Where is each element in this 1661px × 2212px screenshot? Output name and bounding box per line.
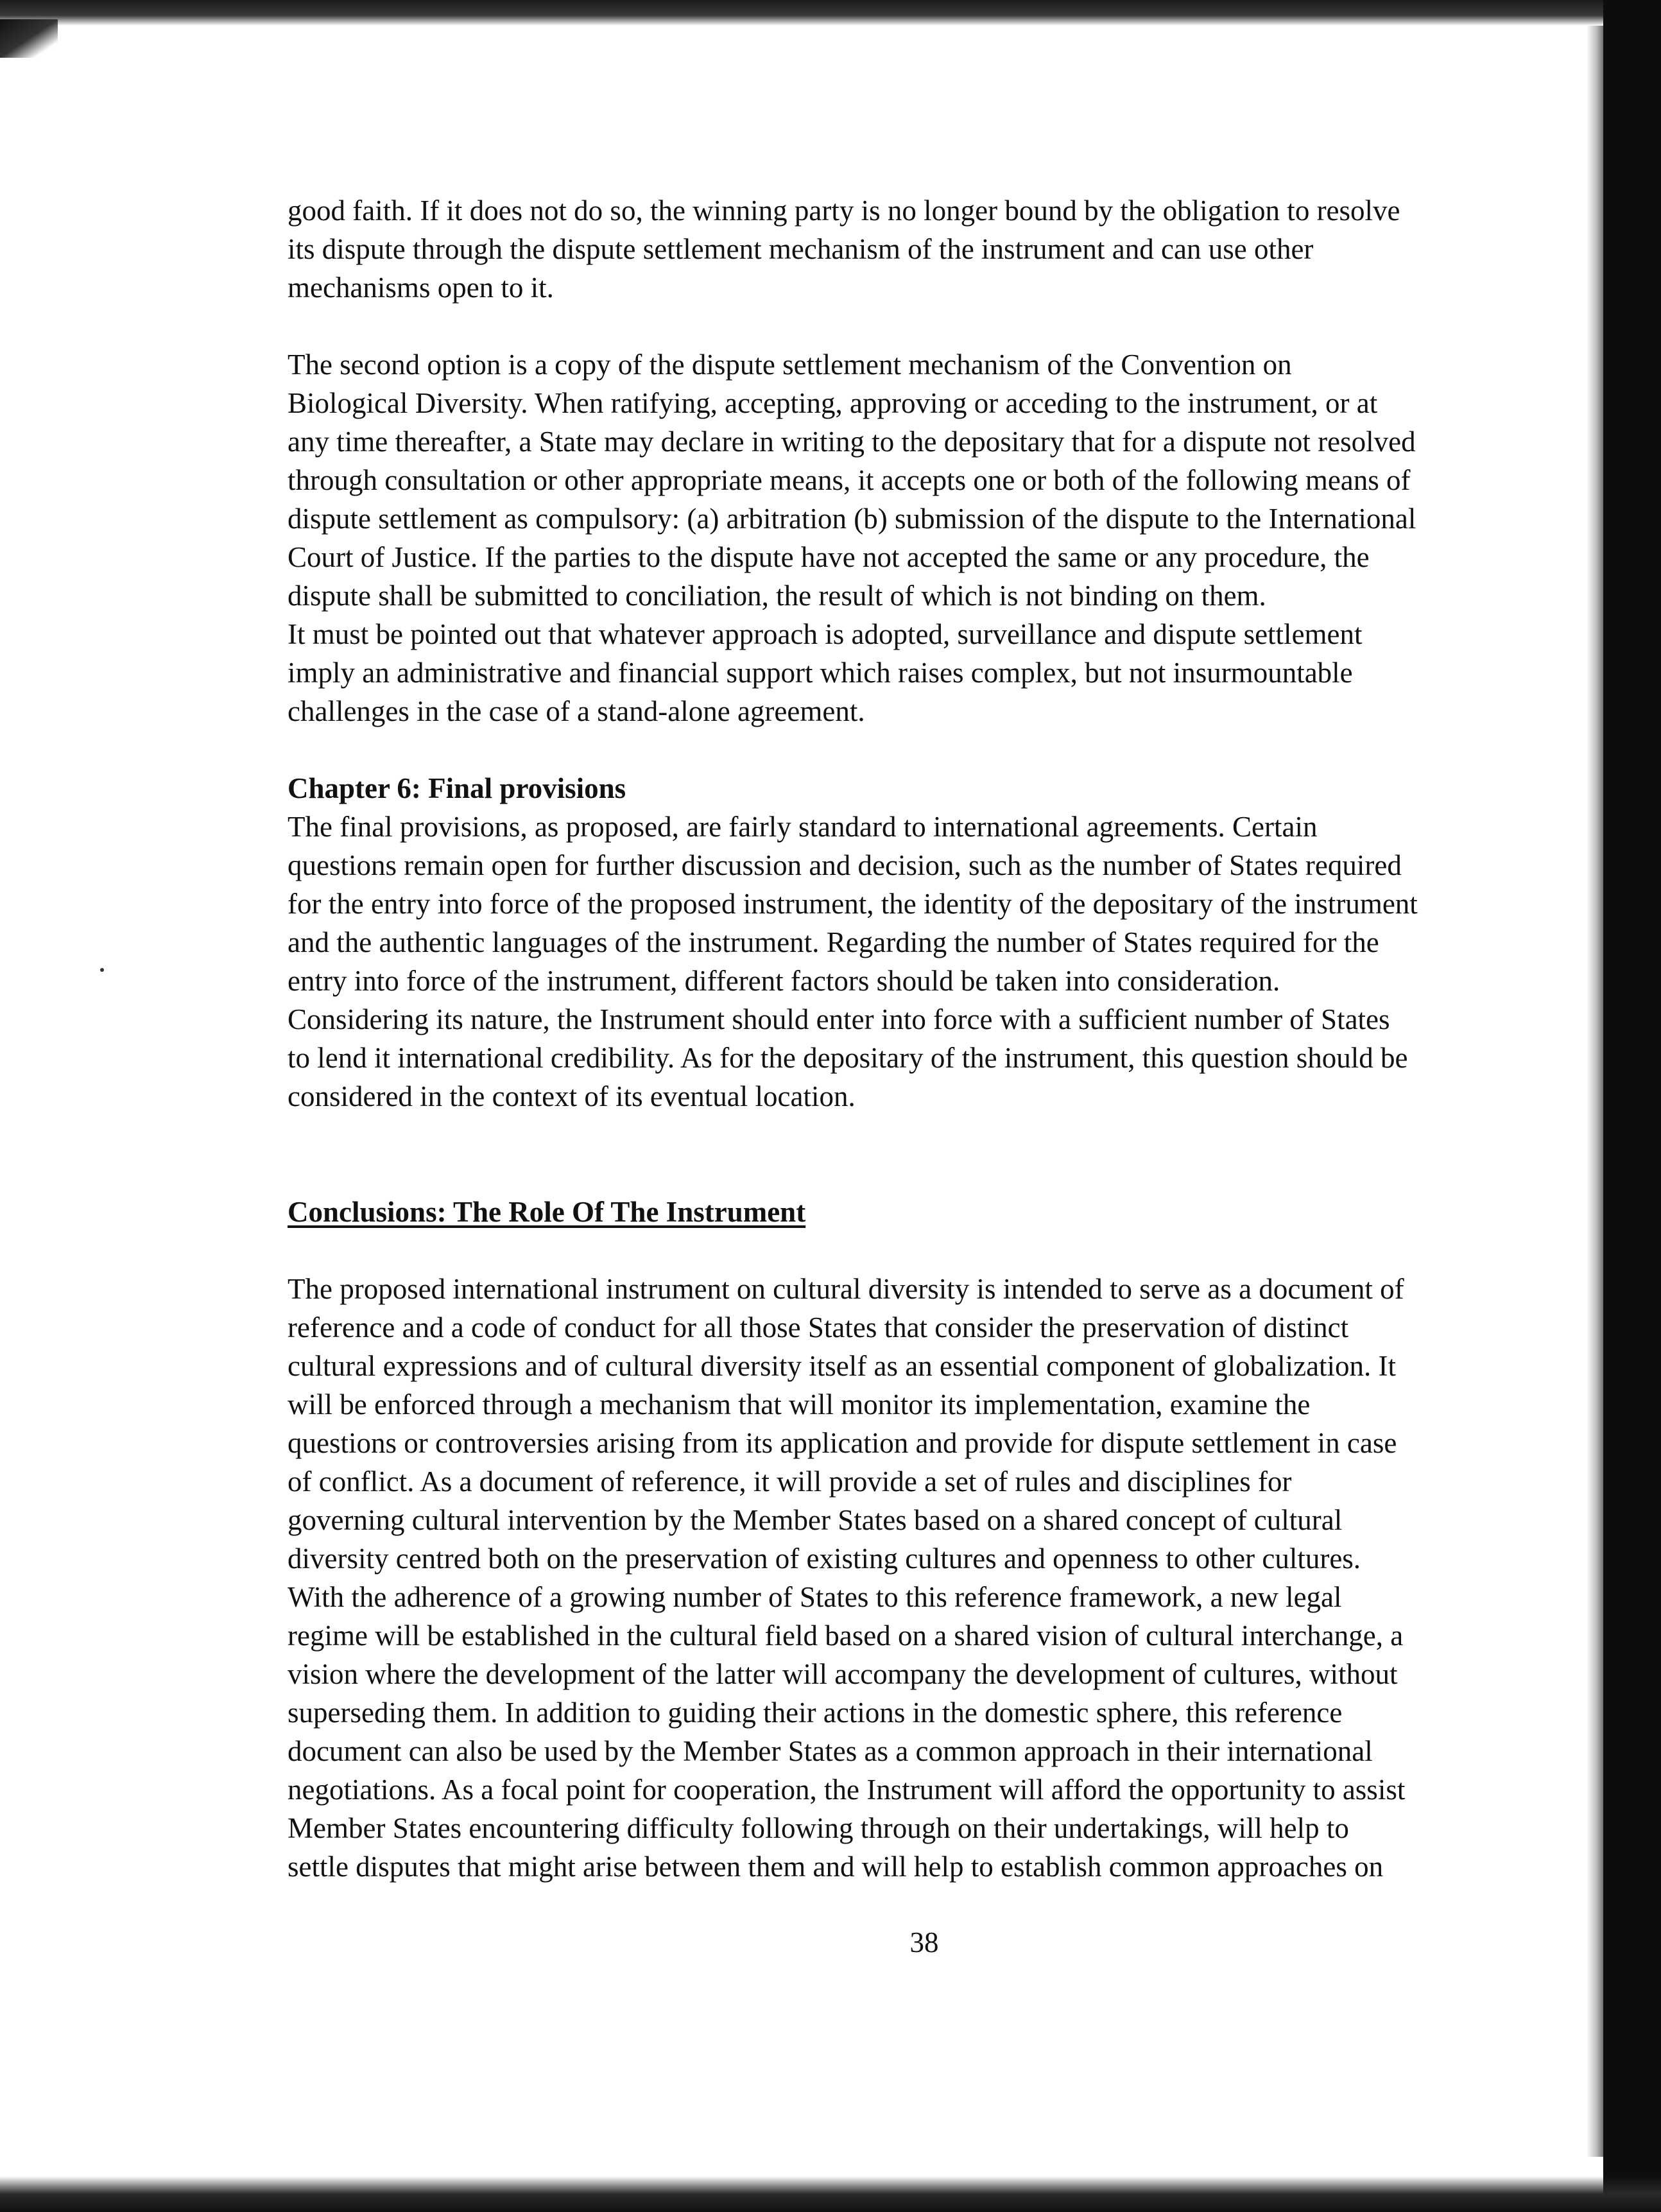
- scan-corner-artifact: [0, 19, 58, 58]
- chapter-6-heading: Chapter 6: Final provisions: [288, 772, 626, 804]
- paragraph-good-faith: good faith. If it does not do so, the winning party is no longer bound by the obligation to resolve its dispute through the dispute settlement mechanism of the instrument and can use other mechanisms open to it.: [288, 194, 1400, 304]
- section-spacer: [288, 1116, 1569, 1193]
- scan-shadow-right: [1587, 26, 1603, 2157]
- paragraph-spacer: [288, 730, 1569, 769]
- paragraph-spacer: [288, 1231, 1569, 1270]
- paragraph-second-option: The second option is a copy of the dispute settlement mechanism of the Convention on Biological Diversity. When ratifying, accepting, approving or acceding to the instrument, or at any time thereafter, a State may declare in writing to the depositary that for a dispute not resolved through consultation or other appropriate means, it accepts one or both of the following means of dispute settlement as compulsory: (a) arbitration (b) submission of the dispute to the International Court of Justice. If the parties to the dispute have not accepted the same or any procedure, the dispute shall be submitted to conciliation, the result of which is not binding on them. It must be pointed out that whatever approach is adopted, surveillance and dispute settlement imply an administrative and financial support which raises complex, but not insurmountable challenges in the case of a stand-alone agreement.: [288, 349, 1416, 727]
- page-number: 38: [909, 1926, 939, 1958]
- scan-border-top: [0, 0, 1661, 26]
- page-body: [288, 191, 1569, 1886]
- scan-speck: [100, 968, 104, 972]
- paragraph-spacer: [288, 307, 1569, 345]
- paragraph-final-provisions: The final provisions, as proposed, are fairly standard to international agreements. Certain questions remain open for further discussion and decision, such as the number of States required for the entry into force of the proposed instrument, the identity of the depositary of the instrument and the authentic languages of the instrument. Regarding the number of States required for the entry into force of the instrument, different factors should be taken into consideration. Considering its nature, the Instrument should enter into force with a sufficient number of States to lend it international credibility. As for the depositary of the instrument, this question should be considered in the context of its eventual location.: [288, 811, 1418, 1112]
- scan-border-right: [1603, 0, 1661, 2212]
- conclusions-heading: Conclusions: The Role Of The Instrument: [288, 1196, 806, 1228]
- scan-border-bottom: [0, 2176, 1661, 2212]
- paragraph-conclusions: The proposed international instrument on cultural diversity is intended to serve as a document of reference and a code of conduct for all those States that consider the preservation of distinct cultural expressions and of cultural diversity itself as an essential component of globalization. It will be enforced through a mechanism that will monitor its implementation, examine the questions or controversies arising from its application and provide for dispute settlement in case of conflict. As a document of reference, it will provide a set of rules and disciplines for governing cultural intervention by the Member States based on a shared concept of cultural diversity centred both on the preservation of existing cultures and openness to other cultures. With the adherence of a growing number of States to this reference framework, a new legal regime will be established in the cultural field based on a shared vision of cultural interchange, a vision where the development of the latter will accompany the development of cultures, without superseding them. In addition to guiding their actions in the domestic sphere, this reference document can also be used by the Member States as a common approach in their international negotiations. As a focal point for cooperation, the Instrument will afford the opportunity to assist Member States encountering difficulty following through on their undertakings, will help to settle disputes that might arise between them and will help to establish common approaches on: [288, 1273, 1406, 1883]
